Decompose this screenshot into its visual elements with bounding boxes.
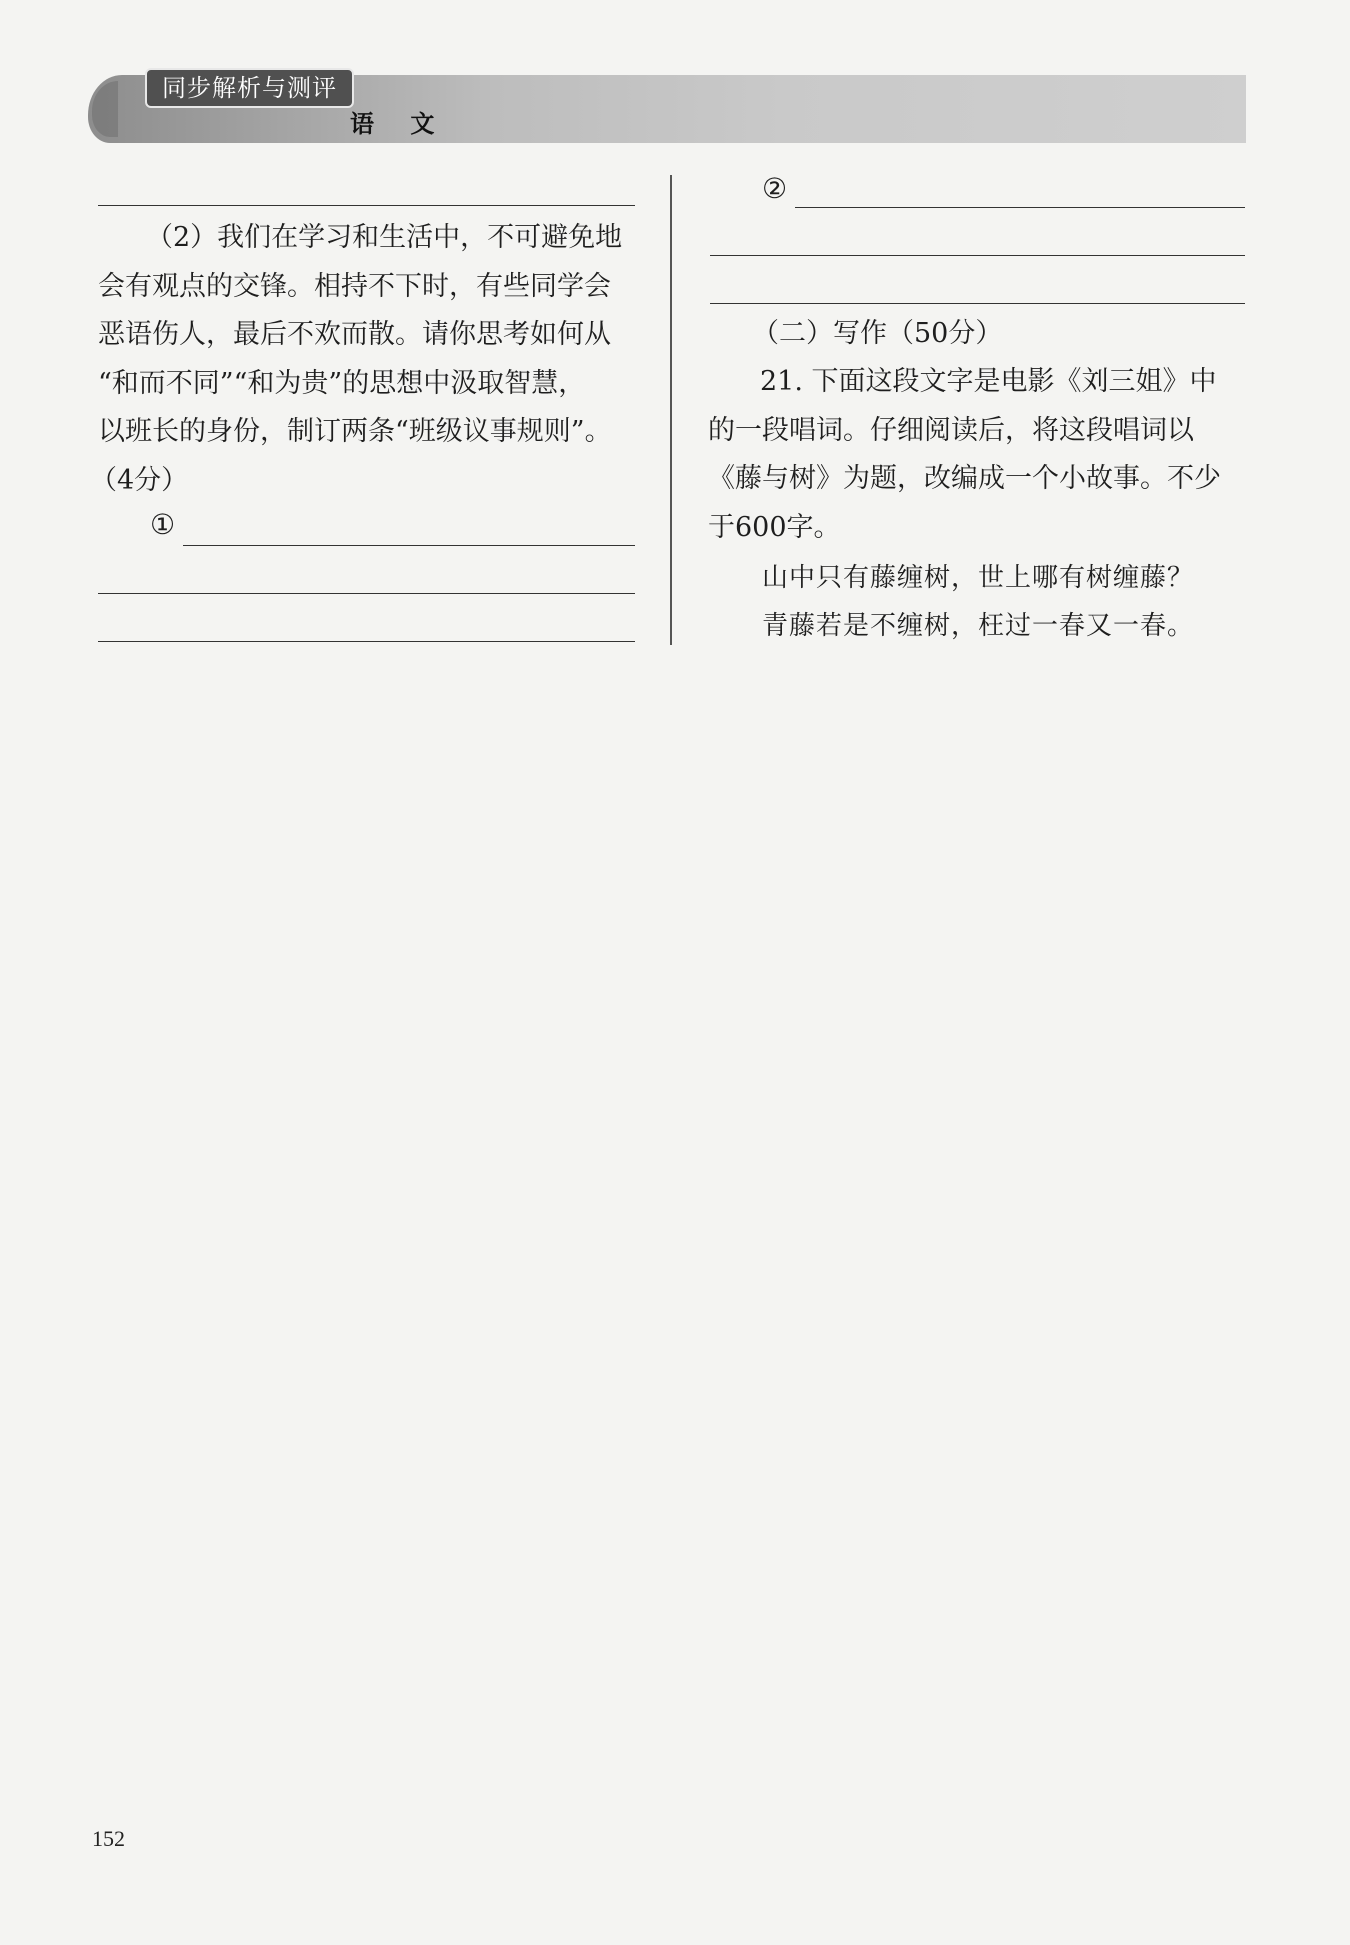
lyric-line-2: 青藤若是不缠树，枉过一春又一春。 bbox=[762, 611, 1195, 641]
question-21-line: 《藤与树》为题，改编成一个小故事。不少 bbox=[708, 463, 1221, 494]
question-21-text bbox=[708, 358, 1248, 552]
answer-marker-1: ① bbox=[150, 508, 176, 541]
question-21-line: 于600字。 bbox=[708, 511, 841, 543]
answer-line bbox=[98, 205, 635, 206]
answer-line[interactable] bbox=[710, 255, 1245, 256]
question-2-text bbox=[90, 214, 638, 505]
question-2-line: 以班长的身份，制订两条“班级议事规则”。 bbox=[98, 416, 612, 447]
section-heading-writing: （二）写作（50分） bbox=[752, 318, 1003, 349]
question-21-line: 21. 下面这段文字是电影《刘三姐》中 bbox=[760, 366, 1217, 397]
series-title: 同步解析与测评 bbox=[145, 68, 354, 108]
column-divider bbox=[670, 175, 672, 645]
answer-line[interactable] bbox=[795, 207, 1245, 208]
lyric-line-1: 山中只有藤缠树，世上哪有树缠藤？ bbox=[762, 563, 1195, 593]
question-2-line: 恶语伤人，最后不欢而散。请你思考如何从 bbox=[98, 319, 611, 350]
answer-line[interactable] bbox=[98, 593, 635, 594]
answer-marker-2: ② bbox=[762, 172, 788, 205]
answer-line[interactable] bbox=[98, 641, 635, 642]
question-2-line: “和而不同”“和为贵”的思想中汲取智慧， bbox=[98, 367, 586, 399]
answer-line[interactable] bbox=[710, 303, 1245, 304]
question-2-line: （2）我们在学习和生活中，不可避免地 bbox=[146, 222, 623, 253]
question-21-line: 的一段唱词。仔细阅读后，将这段唱词以 bbox=[708, 414, 1194, 446]
subject-label: 语 文 bbox=[350, 110, 449, 138]
answer-line[interactable] bbox=[183, 545, 635, 546]
page-number: 152 bbox=[92, 1826, 125, 1851]
question-2-score: （4分） bbox=[90, 464, 189, 496]
question-2-line: 会有观点的交锋。相持不下时，有些同学会 bbox=[98, 270, 611, 302]
